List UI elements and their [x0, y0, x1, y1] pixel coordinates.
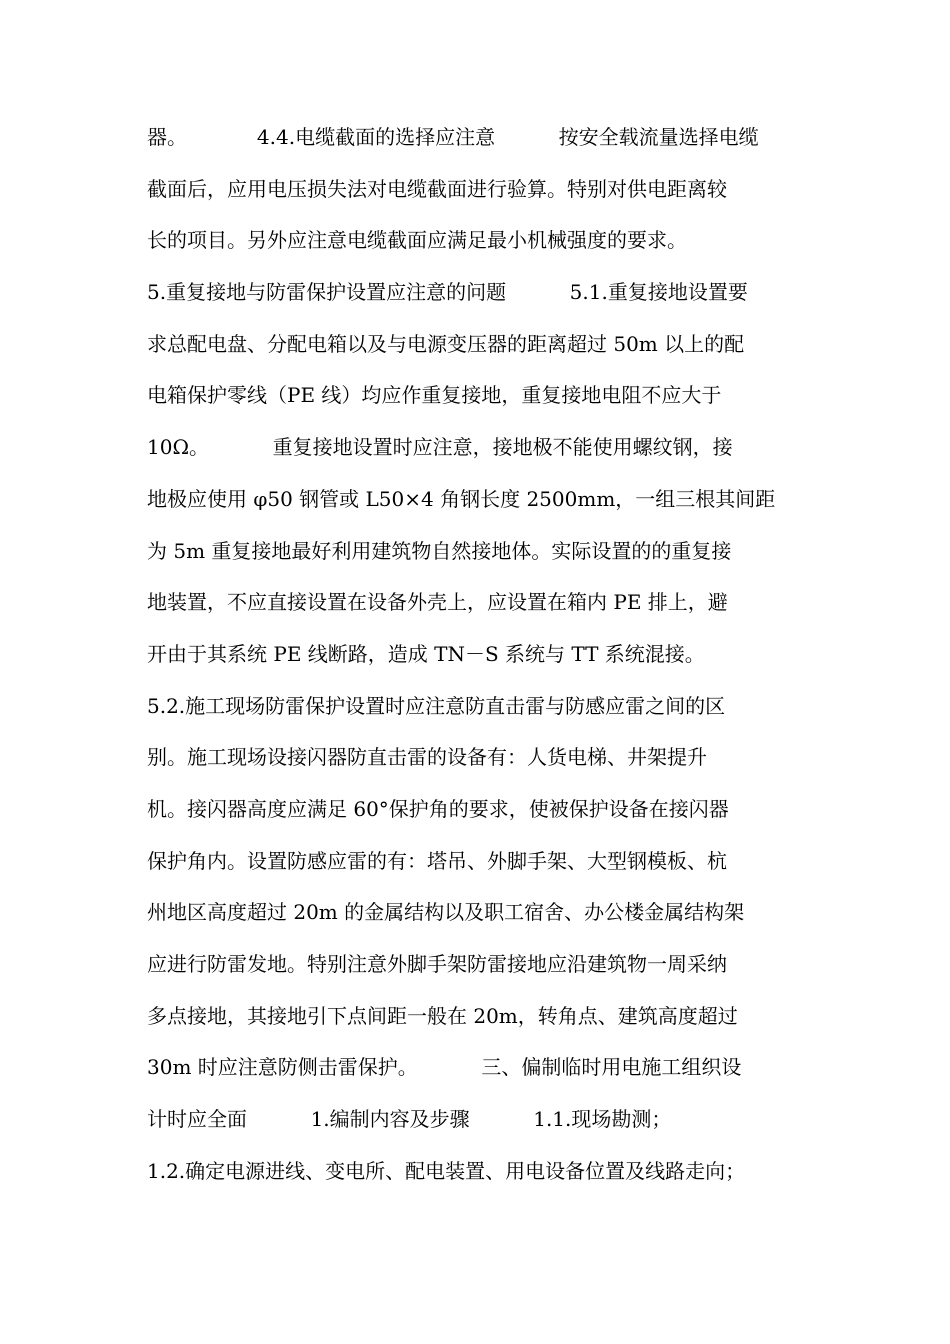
text-line: 5.2.施工现场防雷保护设置时应注意防直击雷与防感应雷之间的区	[147, 693, 726, 718]
text-line: 5.重复接地与防雷保护设置应注意的问题 5.1.重复接地设置要	[147, 280, 748, 305]
text-line: 30m 时应注意防侧击雷保护。 三、偏制临时用电施工组织设	[147, 1055, 742, 1080]
text-line: 长的项目。另外应注意电缆截面应满足最小机械强度的要求。	[147, 228, 687, 253]
text-line: 电箱保护零线（PE 线）均应作重复接地，重复接地电阻不应大于	[147, 383, 722, 408]
text-line: 求总配电盘、分配电箱以及与电源变压器的距离超过 50m 以上的配	[147, 331, 745, 356]
text-line: 多点接地，其接地引下点间距一般在 20m，转角点、建筑高度超过	[147, 1003, 738, 1028]
text-line: 截面后，应用电压损失法对电缆截面进行验算。特别对供电距离较	[147, 176, 727, 201]
text-line: 开由于其系统 PE 线断路，造成 TN－S 系统与 TT 系统混接。	[147, 641, 705, 666]
text-line: 地极应使用 φ50 钢管或 L50×4 角钢长度 2500mm，一组三根其间距	[147, 486, 776, 511]
text-line: 州地区高度超过 20m 的金属结构以及职工宿舍、办公楼金属结构架	[147, 900, 745, 925]
text-line: 保护角内。设置防感应雷的有：塔吊、外脚手架、大型钢模板、杭	[147, 848, 727, 873]
text-line: 机。接闪器高度应满足 60°保护角的要求，使被保护设备在接闪器	[147, 796, 729, 821]
text-line: 计时应全面 1.编制内容及步骤 1.1.现场勘测；	[147, 1107, 672, 1132]
text-line: 地装置，不应直接设置在设备外壳上，应设置在箱内 PE 排上，避	[147, 590, 728, 615]
text-line: 1.2.确定电源进线、变电所、配电装置、用电设备位置及线路走向；	[147, 1158, 746, 1183]
text-line: 别。施工现场设接闪器防直击雷的设备有：人货电梯、井架提升	[147, 745, 707, 770]
text-line: 应进行防雷发地。特别注意外脚手架防雷接地应沿建筑物一周采纳	[147, 952, 727, 976]
body-text	[147, 112, 817, 1197]
text-line: 10Ω。 重复接地设置时应注意，接地极不能使用螺纹钢，接	[147, 435, 733, 460]
text-line: 为 5m 重复接地最好利用建筑物自然接地体。实际设置的的重复接	[147, 538, 732, 563]
text-line: 器。 4.4.电缆截面的选择应注意 按安全载流量选择电缆	[147, 125, 759, 149]
